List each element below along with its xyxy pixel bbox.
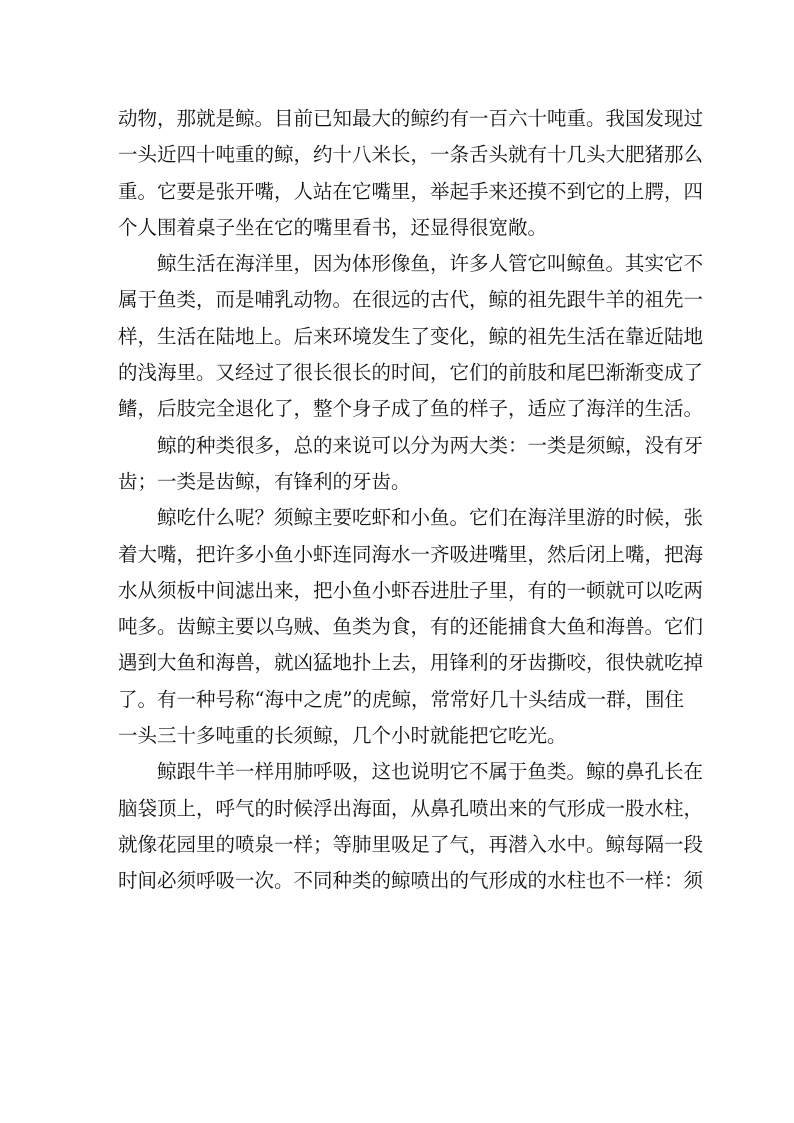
text-line: 鲸生活在海洋里，因为体形像鱼，许多人管它叫鲸鱼。其实它不 <box>157 252 704 276</box>
text-line: 时间必须呼吸一次。不同种类的鲸喷出的气形成的水柱也不一样：须 <box>118 869 704 893</box>
paragraph-5 <box>118 754 704 899</box>
text-line: 水从须板中间滤出来，把小鱼小虾吞进肚子里，有的一顿就可以吃两 <box>118 578 704 602</box>
text-line: 鳍，后肢完全退化了，整个身子成了鱼的样子，适应了海洋的生活。 <box>118 397 704 421</box>
text-line: 动物，那就是鲸。目前已知最大的鲸约有一百六十吨重。我国发现过 <box>118 107 704 130</box>
text-line: 重。它要是张开嘴，人站在它嘴里，举起手来还摸不到它的上腭，四 <box>118 179 704 203</box>
text-line: 个人围着桌子坐在它的嘴里看书，还显得很宽敞。 <box>118 215 548 239</box>
text-line: 就像花园里的喷泉一样；等肺里吸足了气，再潜入水中。鲸每隔一段 <box>118 832 704 856</box>
text-line: 齿；一类是齿鲸，有锋利的牙齿。 <box>118 469 411 493</box>
text-line: 属于鱼类，而是哺乳动物。在很远的古代，鲸的祖先跟牛羊的祖先一 <box>118 288 704 312</box>
text-line: 脑袋顶上，呼气的时候浮出海面，从鼻孔喷出来的气形成一股水柱， <box>118 796 704 820</box>
text-line: 一头近四十吨重的鲸，约十八米长，一条舌头就有十几头大肥猪那么 <box>118 143 704 167</box>
text-line: 鲸跟牛羊一样用肺呼吸，这也说明它不属于鱼类。鲸的鼻孔长在 <box>157 760 704 784</box>
text-line: 鲸吃什么呢？须鲸主要吃虾和小鱼。它们在海洋里游的时候，张 <box>157 506 704 530</box>
text-line: 着大嘴，把许多小鱼小虾连同海水一齐吸进嘴里，然后闭上嘴，把海 <box>118 542 704 566</box>
document-body <box>118 101 704 900</box>
paragraph-2 <box>118 246 704 427</box>
text-line: 吨多。齿鲸主要以乌贼、鱼类为食，有的还能捕食大鱼和海兽。它们 <box>118 615 704 639</box>
paragraph-1 <box>118 101 704 246</box>
text-line: 样，生活在陆地上。后来环境发生了变化，鲸的祖先生活在靠近陆地 <box>118 324 704 348</box>
text-line: 一头三十多吨重的长须鲸，几个小时就能把它吃光。 <box>118 724 567 748</box>
text-line: 了。有一种号称“海中之虎”的虎鲸，常常好几十头结成一群，围住 <box>118 687 684 711</box>
paragraph-4 <box>118 500 704 754</box>
paragraph-3 <box>118 428 704 501</box>
text-line: 鲸的种类很多，总的来说可以分为两大类：一类是须鲸，没有牙 <box>157 433 704 457</box>
text-line: 遇到大鱼和海兽，就凶猛地扑上去，用锋利的牙齿撕咬，很快就吃掉 <box>118 651 704 675</box>
text-line: 的浅海里。又经过了很长很长的时间，它们的前肢和尾巴渐渐变成了 <box>118 361 704 385</box>
